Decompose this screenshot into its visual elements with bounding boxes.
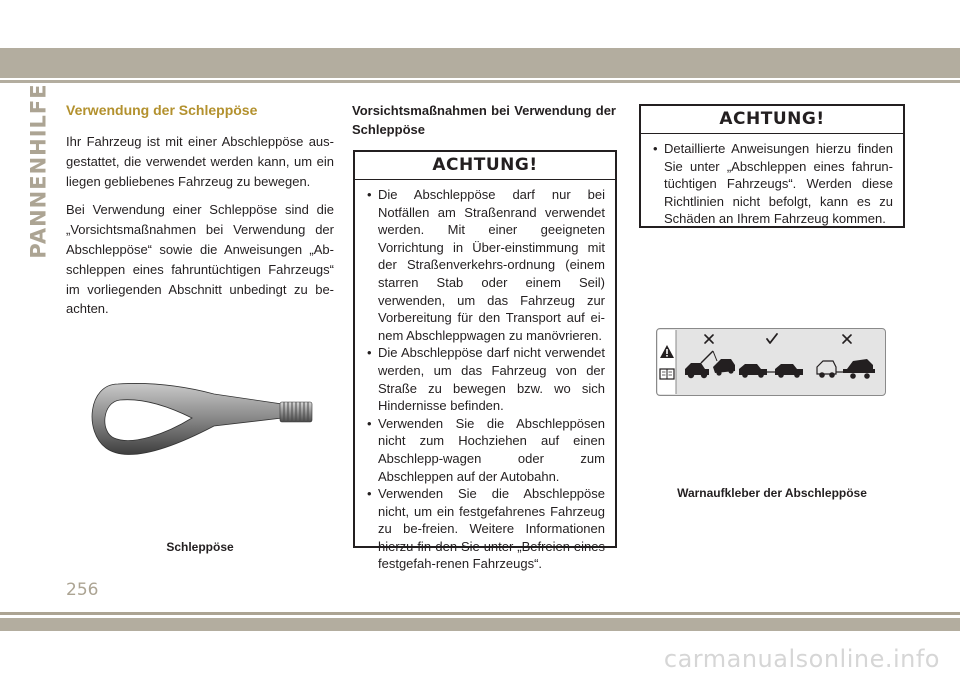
- column-middle: [352, 101, 616, 139]
- car-towing-car-icon: [739, 364, 803, 378]
- warning-item: • Die Abschleppöse darf nicht verwendet werden, um das Fahrzeug von der Straße zu bewegen bzw. wo sich Hindernisse befinden.: [367, 344, 605, 414]
- warning-box-1: [353, 150, 617, 572]
- figure-caption-tow-eye: Schleppöse: [166, 540, 234, 554]
- section-title: Verwendung der Schleppöse: [66, 102, 258, 118]
- body-paragraph-1: Ihr Fahrzeug ist mit einer Abschleppöse aus-gestattet, die verwendet werden kann, um ein liegen gebliebenes Fahrzeug zu bewegen.: [66, 134, 334, 189]
- footer-rule: [0, 612, 960, 615]
- chapter-side-tab: [27, 83, 51, 259]
- tow-truck-lift-icon: [685, 351, 735, 378]
- body-paragraph-2: Bei Verwendung einer Schleppöse sind die „Vorsichtsmaßnahmen bei Verwendung der Abschleppöse“ sowie die Anweisungen „Ab-schleppen eines fahruntüchtigen Fahrzeugs“ im vorliegenden Abschnitt unbedingt zu be-achten.: [66, 202, 334, 317]
- warning-heading: ACHTUNG!: [355, 152, 615, 180]
- warning-heading: ACHTUNG!: [641, 106, 903, 134]
- figure-caption-sticker: Warnaufkleber der Abschleppöse: [677, 486, 867, 500]
- check-icon: [767, 334, 777, 343]
- watermark-text: carmanualsonline.info: [663, 645, 940, 673]
- page-number: 256: [66, 580, 99, 600]
- warning-item: • Verwenden Sie die Abschleppöse nicht, um ein festgefahrenes Fahrzeug zu be-freien. Weitere Informationen hierzu fin-den Sie unter „Befreien eines festgefah-renen Fahrzeugs“.: [367, 485, 605, 573]
- chapter-tab-label: PANNENHILFE: [27, 83, 51, 259]
- tow-eye-illustration: [80, 372, 330, 492]
- warning-list: [355, 180, 615, 581]
- column-left: [66, 102, 334, 328]
- subsection-title: Vorsichtsmaßnahmen bei Verwendung der Schleppöse: [352, 103, 616, 137]
- warning-item: • Verwenden Sie die Abschleppösen nicht zum Hochziehen auf einen Abschlepp-wagen oder zum Abschleppen auf der Autobahn.: [367, 415, 605, 485]
- header-band: [0, 48, 960, 78]
- trailer-towing-icon: [817, 359, 875, 379]
- header-rule: [0, 80, 960, 83]
- cross-icon: [843, 335, 851, 343]
- warning-item: • Detaillierte Anweisungen hierzu finden Sie unter „Abschleppen eines fahrun-tüchtigen Fahrzeugs“. Werden diese Richtlinien nicht befolgt, kann es zu Schäden an Ihrem Fahrzeug kommen.: [653, 140, 893, 228]
- warning-list: [641, 134, 903, 236]
- footer-band: [0, 618, 960, 631]
- warning-box-2: [639, 104, 905, 228]
- cross-icon: [705, 335, 713, 343]
- warning-sticker-illustration: [656, 328, 886, 396]
- warning-item: • Die Abschleppöse darf nur bei Notfällen am Straßenrand verwendet werden. Mit einer geeigneten Vorrichtung in Über-einstimmung mit der Straßenverkehrs-ordnung (einem starren Stab oder einem Seil) verwenden, um das Fahrzeug zur Vorbereitung für den Transport auf ei-nem Abschleppwagen zu manövrieren.: [367, 186, 605, 344]
